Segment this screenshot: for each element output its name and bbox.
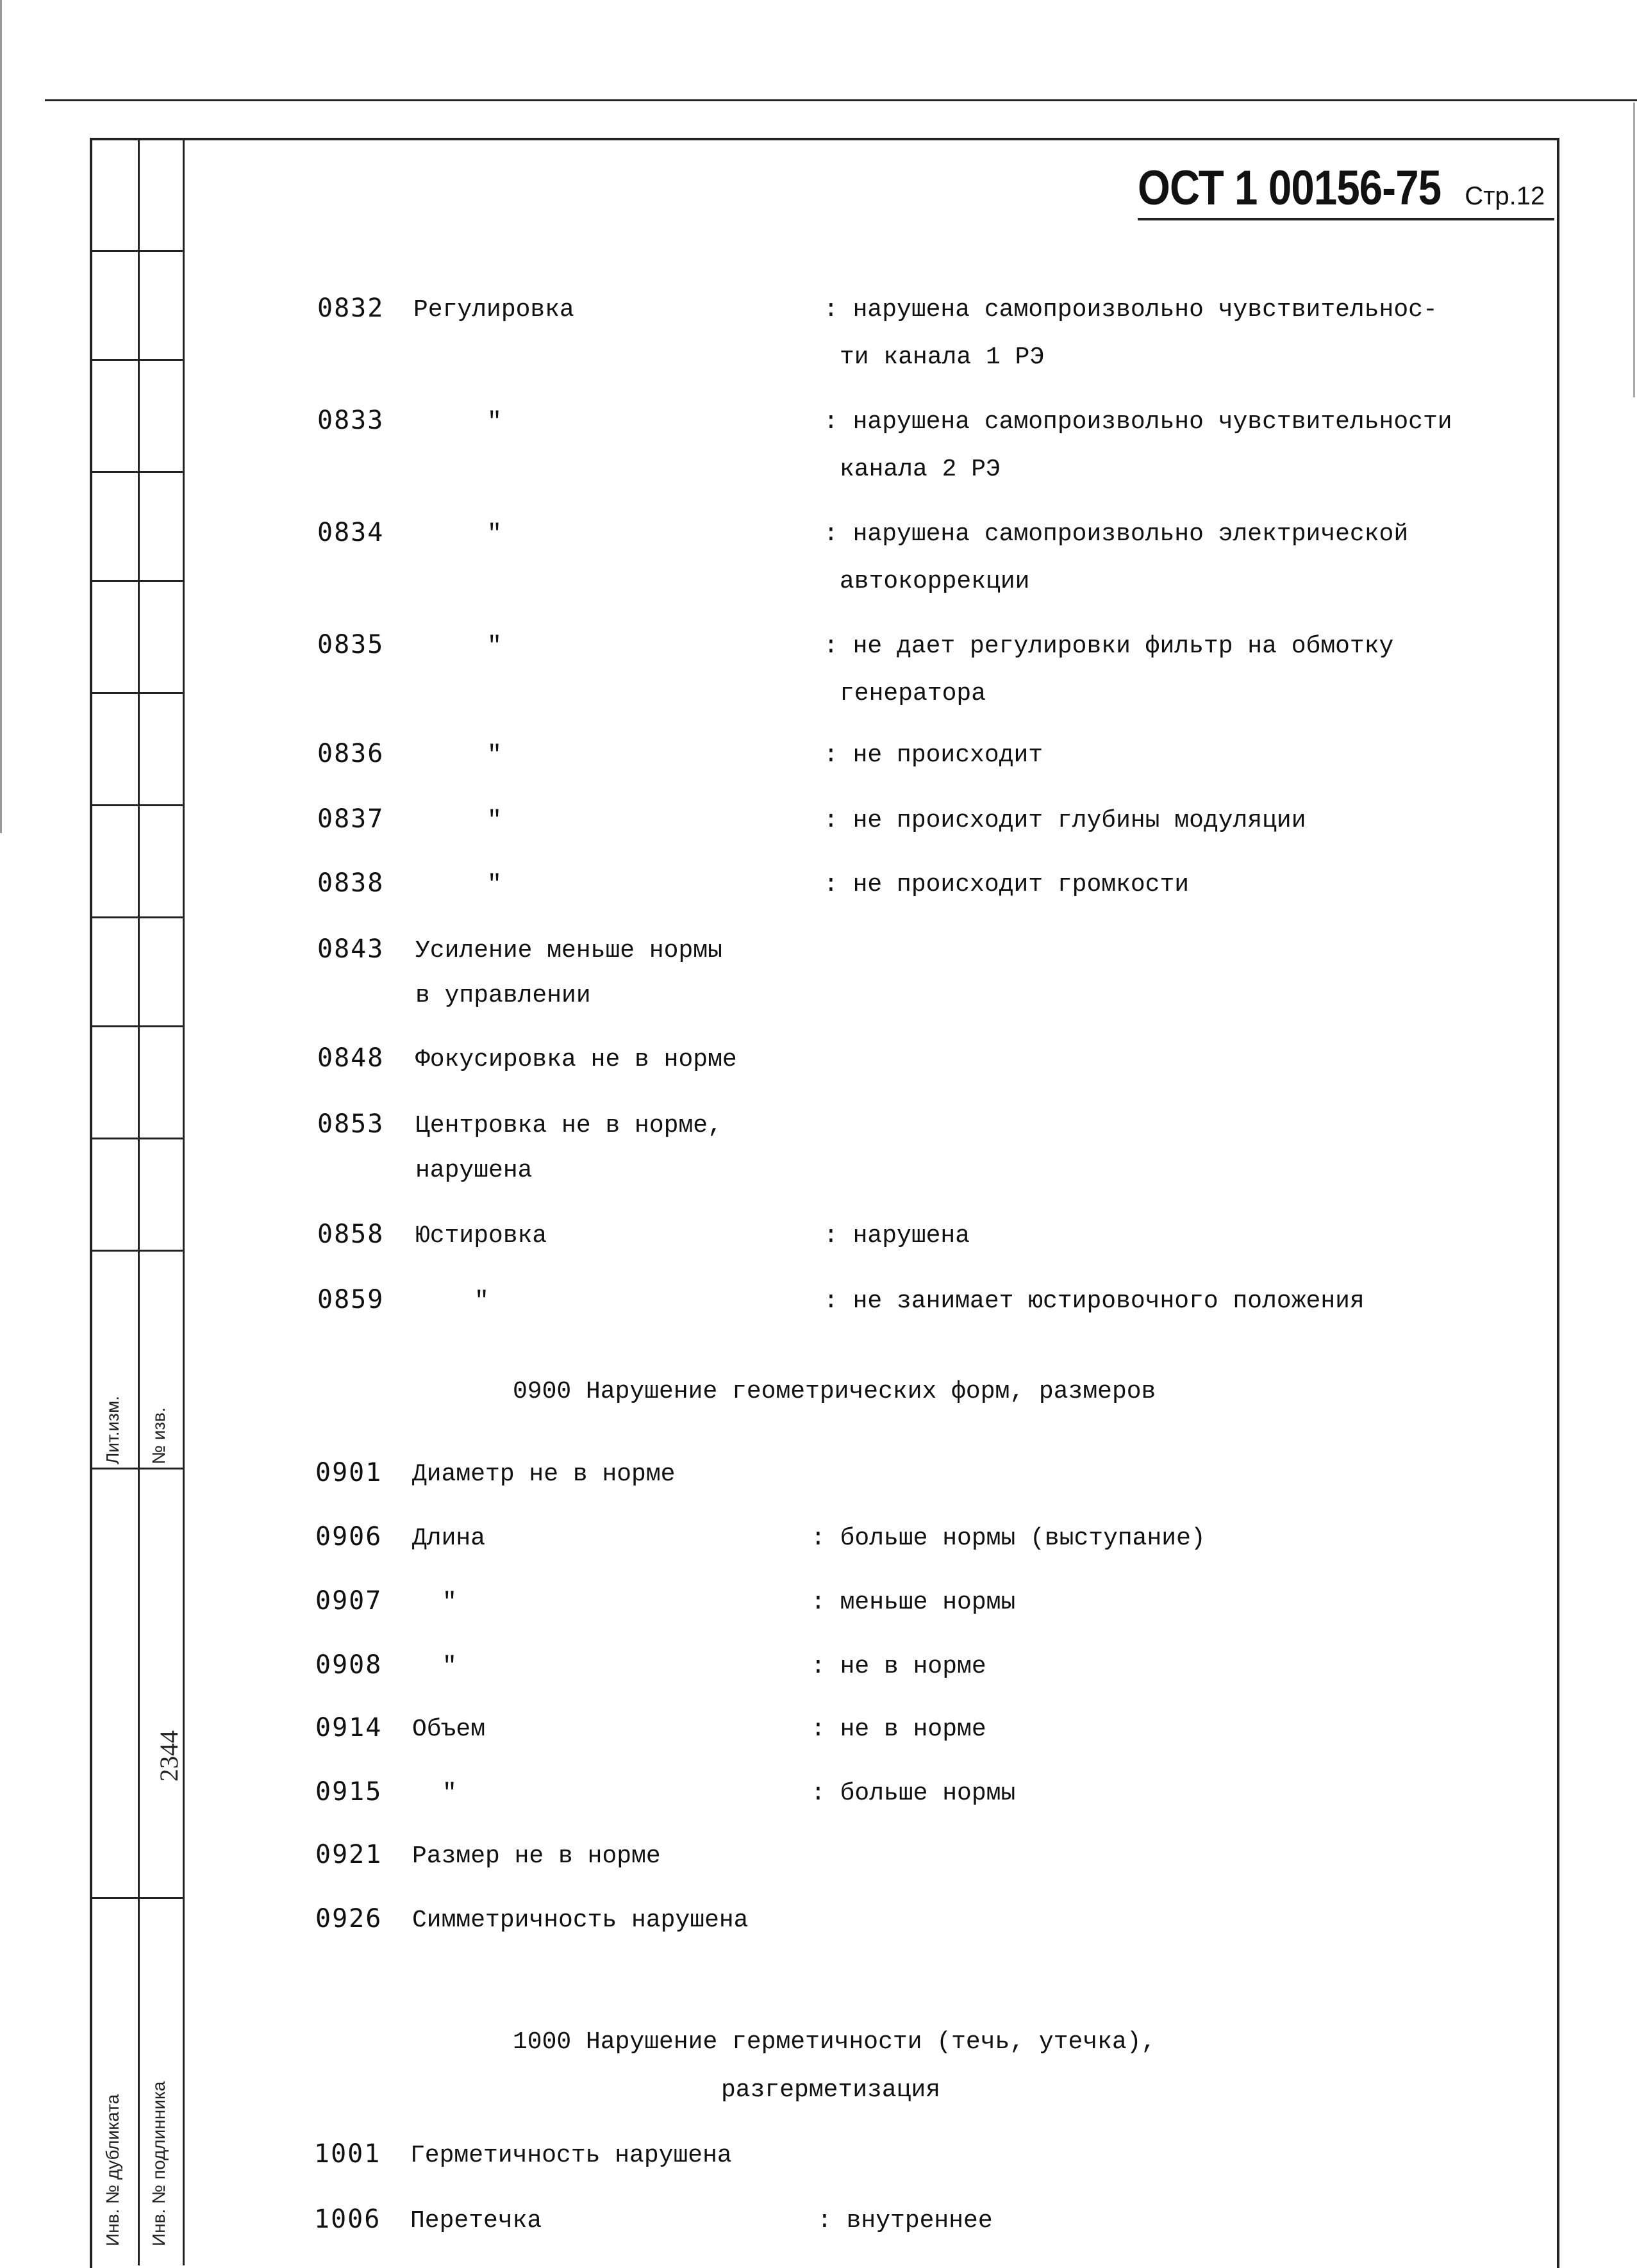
- entry-code: 0836: [317, 739, 385, 768]
- entry-code: 0837: [317, 804, 385, 834]
- entry-code: 0833: [317, 406, 385, 435]
- margin-row-divider: [90, 916, 185, 918]
- scan-edge-right: [1633, 103, 1635, 397]
- entry-code: 0915: [315, 1777, 383, 1807]
- section-heading: 0900 Нарушение геометрических форм, размеров: [513, 1378, 1156, 1405]
- entry-name: ″: [442, 1653, 457, 1680]
- entry-name: Объем: [412, 1716, 486, 1743]
- entry-name: ″: [487, 741, 502, 769]
- header-underline: [1138, 218, 1554, 220]
- entry-code: 0921: [315, 1840, 383, 1869]
- page-frame: [90, 138, 1559, 2268]
- section-heading: 1000 Нарушение герметичности (течь, утечка),: [513, 2028, 1156, 2056]
- margin-row-divider: [90, 692, 185, 694]
- entry-desc: : не происходит: [824, 741, 1043, 769]
- entry-name-cont: в управлении: [415, 982, 591, 1009]
- margin-row-divider: [90, 471, 185, 473]
- document-header: [1138, 160, 1545, 216]
- entry-code: 0908: [315, 1650, 383, 1680]
- entry-desc: : больше нормы: [811, 1780, 1016, 1807]
- entry-name: Усиление меньше нормы: [415, 937, 722, 964]
- entry-desc: : не занимает юстировочного положения: [824, 1287, 1365, 1315]
- stamp-no-izv: № изв.: [149, 1407, 169, 1464]
- document-code: ОСТ 1 00156-75: [1138, 161, 1442, 215]
- entry-desc: : не в норме: [811, 1653, 986, 1680]
- entry-name: Длина: [412, 1525, 486, 1552]
- entry-name: ″: [487, 807, 502, 834]
- margin-row-divider: [90, 250, 185, 252]
- entry-code: 0906: [315, 1522, 383, 1552]
- entry-name: Герметичность нарушена: [410, 2142, 732, 2169]
- entry-name: Перетечка: [410, 2207, 542, 2235]
- entry-desc: : нарушена самопроизвольно электрической: [824, 520, 1409, 548]
- entry-name: ″: [487, 408, 502, 436]
- entry-name-cont: нарушена: [415, 1157, 533, 1184]
- entry-name: Регулировка: [413, 296, 574, 324]
- entry-code: 0848: [317, 1043, 385, 1073]
- section-heading-cont: разгерметизация: [721, 2076, 941, 2104]
- margin-row-divider: [90, 804, 185, 806]
- stamp-lit-izm: Лит.изм.: [103, 1395, 122, 1464]
- entry-code: 0858: [317, 1220, 385, 1249]
- entry-code: 0835: [317, 630, 385, 659]
- entry-desc-cont: генератора: [840, 680, 986, 708]
- entry-name: ″: [442, 1589, 457, 1616]
- entry-code: 0843: [317, 934, 385, 964]
- entry-name: Симметричность нарушена: [412, 1907, 749, 1934]
- entry-code: 0859: [317, 1285, 385, 1314]
- entry-desc: : внутреннее: [817, 2207, 993, 2235]
- entry-name: ″: [487, 520, 502, 548]
- entry-code: 1006: [314, 2205, 381, 2234]
- entry-code: 0914: [315, 1713, 383, 1742]
- entry-desc: : не происходит громкости: [824, 871, 1190, 898]
- scan-edge-left: [0, 0, 2, 833]
- entry-code: 0834: [317, 518, 385, 547]
- entry-code: 0853: [317, 1109, 385, 1139]
- margin-row-divider: [90, 1897, 185, 1899]
- entry-desc: : не происходит глубины модуляции: [824, 807, 1306, 834]
- margin-row-divider: [90, 1250, 185, 1252]
- page-number: Стр.12: [1465, 182, 1545, 210]
- entry-desc: : нарушена: [824, 1222, 970, 1250]
- entry-desc-cont: автокоррекции: [840, 568, 1030, 595]
- entry-name: Юстировка: [415, 1222, 547, 1250]
- stamp-inv-podlinnika: Инв. № подлинника: [149, 2081, 169, 2246]
- entry-name: Диаметр не в норме: [412, 1461, 676, 1488]
- margin-row-divider: [90, 1025, 185, 1027]
- stamp-inv-dublikata: Инв. № дубликата: [103, 2094, 122, 2246]
- entry-name: Фокусировка не в норме: [415, 1046, 737, 1073]
- entry-code: 0832: [317, 294, 385, 323]
- entry-desc-cont: ти канала 1 РЭ: [840, 344, 1045, 371]
- entry-name: ″: [487, 633, 502, 660]
- entry-name: Размер не в норме: [412, 1842, 661, 1870]
- entry-name: ″: [442, 1780, 457, 1807]
- stamp-handwritten-number: 2344: [154, 1730, 183, 1782]
- margin-row-divider: [90, 359, 185, 361]
- top-rule: [45, 99, 1637, 101]
- entry-desc: : нарушена самопроизвольно чувствительнос-: [824, 296, 1438, 324]
- margin-column-edge: [183, 138, 185, 2265]
- entry-name: ″: [474, 1287, 489, 1315]
- entry-code: 0838: [317, 868, 385, 898]
- entry-name: ″: [487, 871, 502, 898]
- entry-desc: : меньше нормы: [811, 1589, 1016, 1616]
- entry-desc: : нарушена самопроизвольно чувствительности: [824, 408, 1452, 436]
- margin-row-divider: [90, 1138, 185, 1139]
- entry-code: 0926: [315, 1904, 383, 1933]
- entry-code: 1001: [314, 2139, 381, 2169]
- entry-desc-cont: канала 2 РЭ: [840, 456, 1001, 483]
- margin-column-divider: [138, 138, 140, 2265]
- entry-desc: : не дает регулировки фильтр на обмотку: [824, 633, 1394, 660]
- entry-desc: : не в норме: [811, 1716, 986, 1743]
- margin-row-divider: [90, 1468, 185, 1469]
- entry-name: Центровка не в норме,: [415, 1112, 722, 1139]
- entry-code: 0901: [315, 1458, 383, 1487]
- entry-code: 0907: [315, 1586, 383, 1616]
- margin-row-divider: [90, 580, 185, 582]
- entry-desc: : больше нормы (выступание): [811, 1525, 1206, 1552]
